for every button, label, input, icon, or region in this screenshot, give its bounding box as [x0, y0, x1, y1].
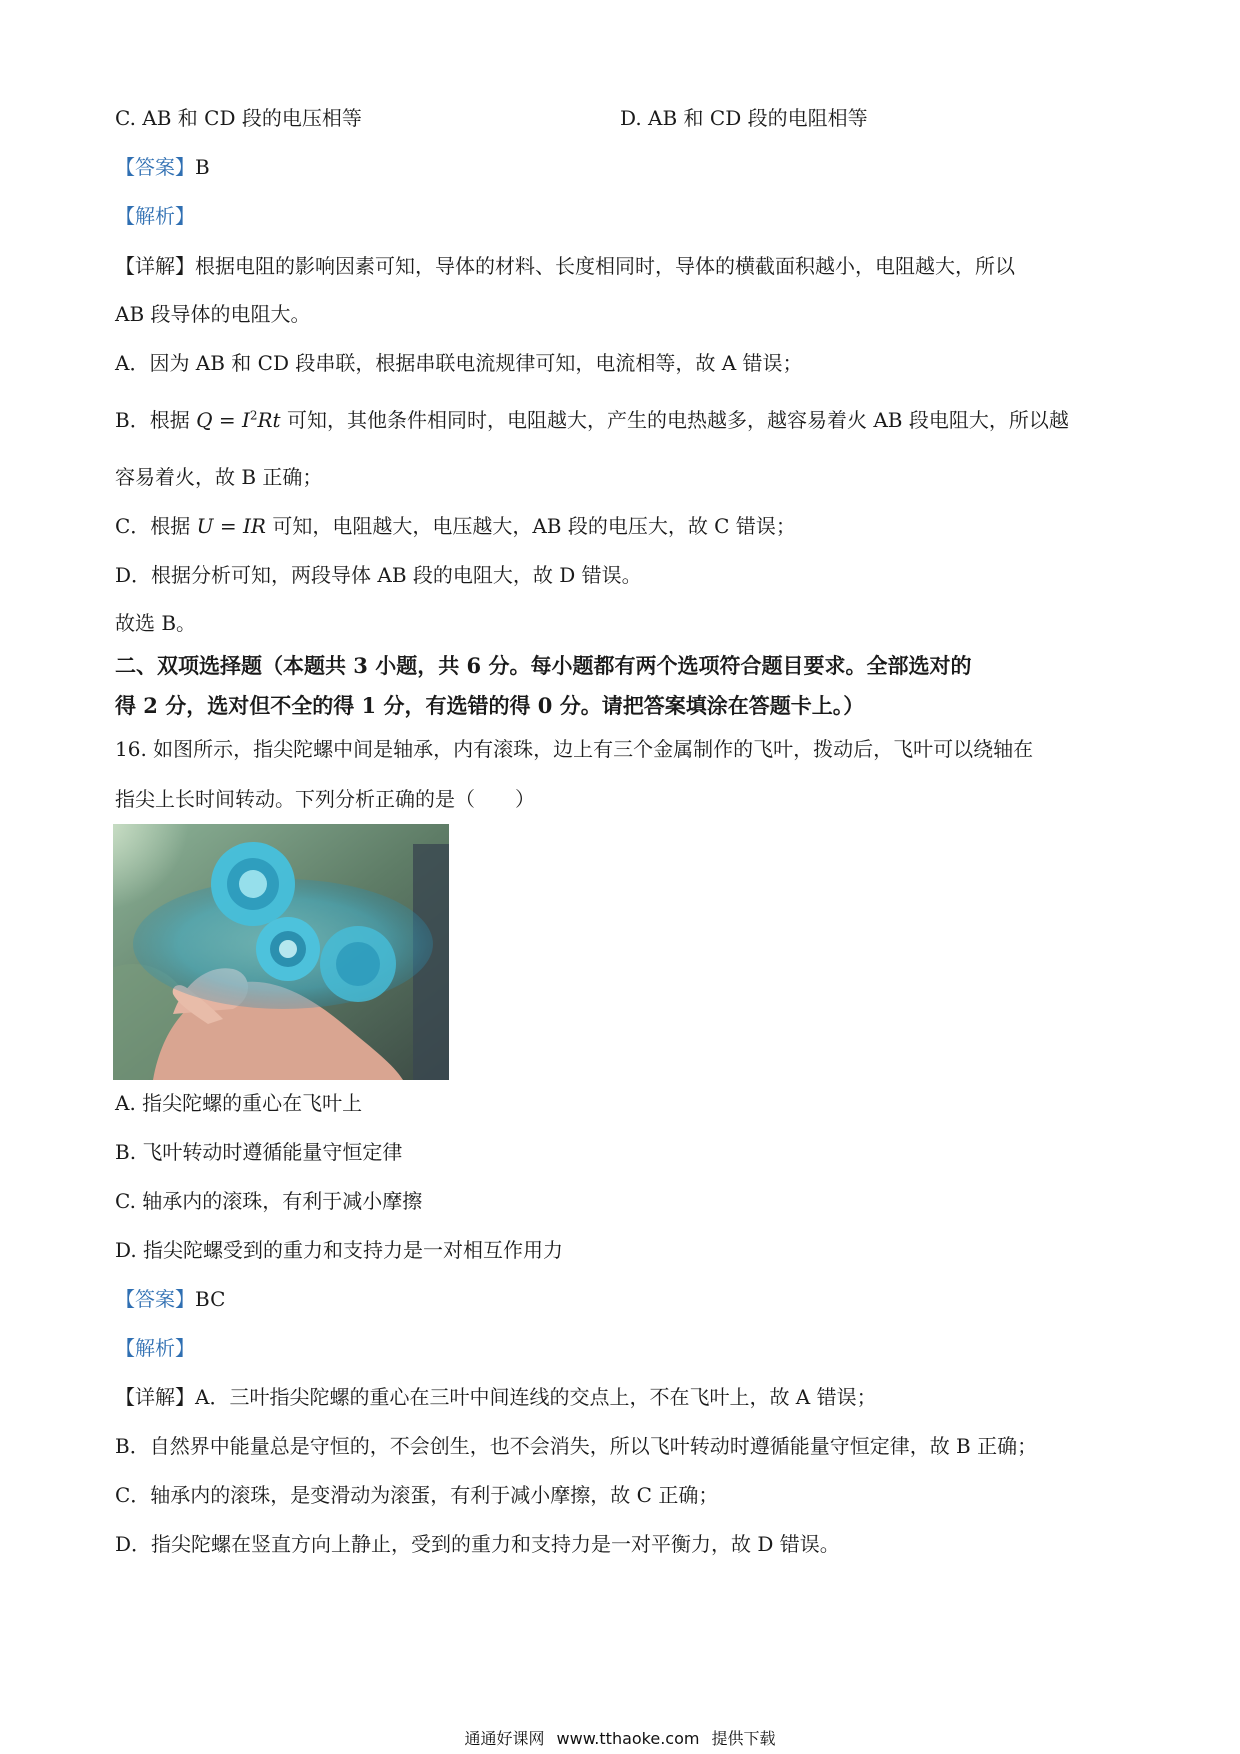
footer-site-name: 通通好课网	[464, 1729, 545, 1748]
q15-detail-line1	[115, 252, 1015, 280]
q16-analysis-tag	[115, 1334, 195, 1362]
q16-option-b: B. 飞叶转动时遵循能量守恒定律	[115, 1140, 403, 1164]
b-prefix: B．根据	[115, 408, 197, 432]
q16-detail-c: C．轴承内的滚珠，是变滑动为滚蛋，有利于减小摩擦，故 C 正确；	[115, 1483, 719, 1507]
q16-answer	[115, 1285, 225, 1313]
q15-option-d: D. AB 和 CD 段的电阻相等	[620, 106, 868, 130]
detail-a-text: A．三叶指尖陀螺的重心在三叶中间连线的交点上，不在飞叶上，故 A 错误；	[195, 1385, 877, 1409]
fidget-spinner-photo	[113, 824, 449, 1080]
q15-explain-a: A．因为 AB 和 CD 段串联，根据串联电流规律可知，电流相等，故 A 错误；	[115, 351, 803, 375]
q16-detail-a	[115, 1383, 877, 1411]
fidget-spinner-image	[113, 824, 449, 1080]
section2-heading-line2: 得 2 分，选对但不全的得 1 分，有选错的得 0 分。请把答案填涂在答题卡上。）	[115, 693, 865, 718]
q16-option-d: D. 指尖陀螺受到的重力和支持力是一对相互作用力	[115, 1238, 564, 1262]
q15-explain-b	[115, 406, 1069, 434]
answer-tag: 【答案】	[115, 155, 195, 179]
formula-rt: Rt	[257, 408, 281, 432]
q16-detail-b: B．自然界中能量总是守恒的，不会创生，也不会消失，所以飞叶转动时遵循能量守恒定律，故 B 正确；	[115, 1434, 1038, 1458]
q15-analysis-tag	[115, 202, 195, 230]
footer-url[interactable]: www.tthaoke.com	[556, 1729, 700, 1748]
q15-explain-b-cont: 容易着火，故 B 正确；	[115, 465, 323, 489]
q16-stem-line2: 指尖上长时间转动。下列分析正确的是（ ）	[115, 787, 535, 811]
detail-tag: 【详解】	[115, 254, 195, 278]
c-prefix: C．根据	[115, 514, 197, 538]
q15-explain-d: D．根据分析可知，两段导体 AB 段的电阻大，故 D 错误。	[115, 563, 642, 587]
formula-eq: =	[212, 408, 242, 432]
answer-tag: 【答案】	[115, 1287, 195, 1311]
q15-detail-line2: AB 段导体的电阻大。	[115, 302, 311, 326]
analysis-tag: 【解析】	[115, 1336, 195, 1360]
q15-conclusion: 故选 B。	[115, 611, 197, 635]
section2-heading-line1: 二、双项选择题（本题共 3 小题，共 6 分。每小题都有两个选项符合题目要求。全部选对的	[115, 653, 972, 678]
formula-uir: U = IR	[196, 514, 266, 538]
q15-option-c: C. AB 和 CD 段的电压相等	[115, 106, 362, 130]
answer-value: B	[195, 155, 210, 179]
formula-i: I	[241, 408, 250, 432]
footer-suffix: 提供下载	[711, 1729, 776, 1748]
b-text: 可知，其他条件相同时，电阻越大，产生的电热越多，越容易着火 AB 段电阻大，所以越	[280, 408, 1069, 432]
c-text: 可知，电阻越大，电压越大，AB 段的电压大，故 C 错误；	[265, 514, 796, 538]
q16-detail-d: D．指尖陀螺在竖直方向上静止，受到的重力和支持力是一对平衡力，故 D 错误。	[115, 1532, 840, 1556]
q16-stem-line1: 16. 如图所示，指尖陀螺中间是轴承，内有滚珠，边上有三个金属制作的飞叶，拨动后，飞叶可以绕轴在	[115, 737, 1034, 761]
formula-q: Q	[196, 408, 213, 432]
detail-tag: 【详解】	[115, 1385, 195, 1409]
answer-value: BC	[195, 1287, 226, 1311]
detail-text: 根据电阻的影响因素可知，导体的材料、长度相同时，导体的横截面积越小，电阻越大，所以	[195, 254, 1015, 278]
q15-explain-c	[115, 512, 796, 540]
page-footer	[0, 1728, 1240, 1750]
q15-answer	[115, 153, 210, 181]
analysis-tag: 【解析】	[115, 204, 195, 228]
q16-option-c: C. 轴承内的滚珠，有利于减小摩擦	[115, 1189, 423, 1213]
q16-option-a: A. 指尖陀螺的重心在飞叶上	[115, 1091, 363, 1115]
formula-exponent: 2	[249, 408, 258, 423]
